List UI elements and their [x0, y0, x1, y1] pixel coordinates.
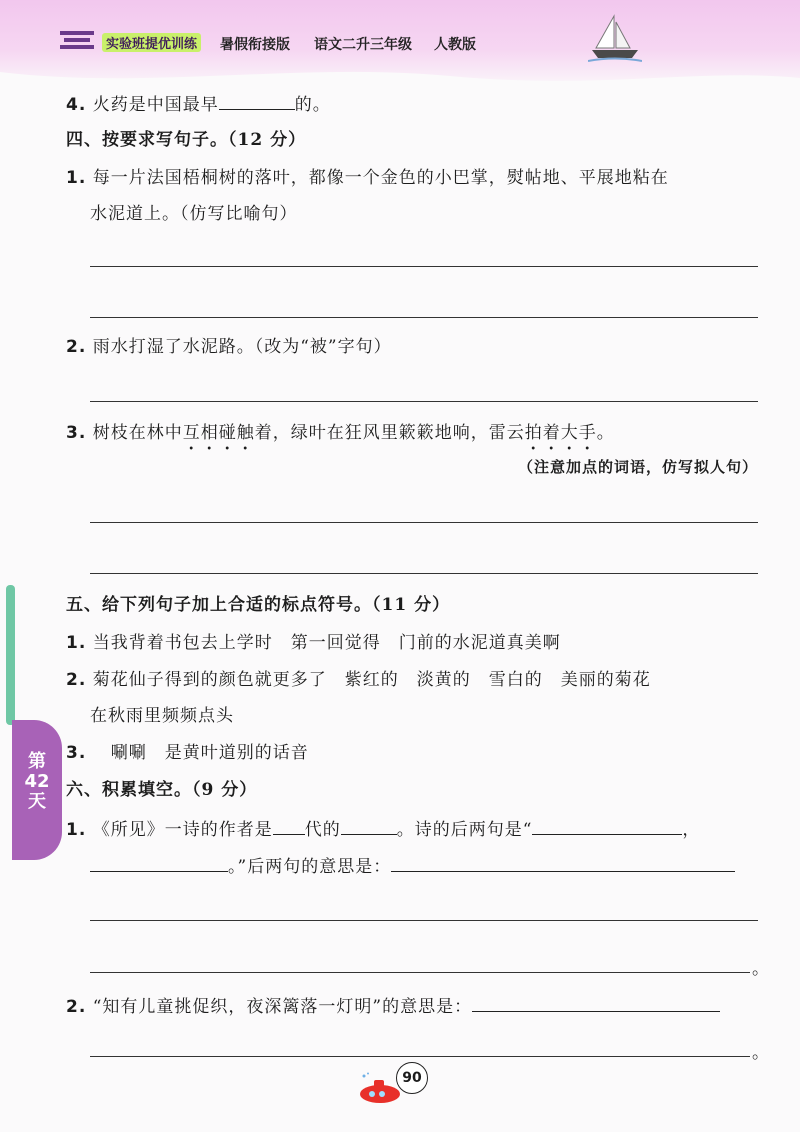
s4-q2 [66, 332, 392, 357]
question-number: 3. [66, 743, 87, 763]
question-text: ， [682, 820, 701, 840]
answer-blank[interactable] [472, 993, 720, 1012]
s6-q2 [66, 992, 720, 1017]
answer-blank[interactable] [532, 816, 682, 835]
s4-q3 [66, 418, 615, 443]
logo-icon [58, 28, 98, 50]
answer-line[interactable] [90, 1056, 750, 1057]
question-text-end: 的。 [294, 95, 331, 115]
answer-line[interactable] [90, 972, 750, 973]
side-green-bar [6, 585, 15, 725]
dotted-char: 拍 [524, 423, 543, 443]
edition-label: 人教版 [434, 37, 476, 53]
s4-q1-line2: 水泥道上。（仿写比喻句） [90, 204, 298, 224]
question-text: 菊花仙子得到的颜色就更多了 紫红的 淡黄的 雪白的 美丽的菊花 [92, 670, 651, 690]
dotted-char: 手 [578, 423, 597, 443]
answer-line[interactable] [90, 573, 758, 574]
book-title: 暑假衔接版 [220, 37, 290, 53]
question-number: 2. [66, 670, 87, 690]
dotted-char: 相 [200, 423, 219, 443]
question-text: 着，绿叶在狂风里簌簌地响，雷云 [254, 423, 525, 443]
question-number: 2. [66, 997, 87, 1017]
answer-blank[interactable] [219, 91, 295, 110]
answer-blank[interactable] [273, 816, 305, 835]
s6-q1-line2 [90, 852, 735, 877]
question-number: 1. [66, 633, 87, 653]
s5-q2-line2: 在秋雨里频频点头 [90, 706, 234, 726]
series-name: 实验班提优训练 [102, 33, 201, 52]
question-text: 代的 [304, 820, 341, 840]
question-text: 雨水打湿了水泥路。（改为“被”字句） [92, 337, 392, 357]
section-5-heading: 五、给下列句子加上合适的标点符号。（11 分） [66, 595, 451, 615]
sailboat-icon [588, 14, 642, 64]
question-text: 《所见》一诗的作者是 [92, 820, 273, 840]
q4-fill-line [66, 90, 331, 115]
dotted-char: 着 [542, 423, 561, 443]
question-number: 1. [66, 820, 87, 840]
question-text: 。”后两句的意思是： [228, 857, 392, 877]
answer-blank[interactable] [90, 853, 228, 872]
question-text: 火药是中国最早 [92, 95, 219, 115]
s5-q1 [66, 628, 561, 653]
dotted-char: 触 [236, 423, 255, 443]
subject-grade: 语文二升三年级 [314, 37, 412, 53]
period-mark: 。 [752, 1043, 770, 1063]
section-4-heading: 四、按要求写句子。（12 分） [66, 130, 307, 150]
header-wave [0, 62, 800, 92]
question-number: 1. [66, 168, 87, 188]
question-text: 唰唰 是黄叶道别的话音 [92, 743, 309, 763]
s5-q3 [66, 738, 309, 763]
day-tab [12, 720, 62, 860]
question-text-end: 。 [596, 423, 615, 443]
section-6-heading: 六、积累填空。（9 分） [66, 780, 258, 800]
answer-blank[interactable] [341, 816, 397, 835]
answer-line[interactable] [90, 401, 758, 402]
answer-line[interactable] [90, 317, 758, 318]
question-text: 树枝在林中 [92, 423, 183, 443]
page-header [0, 0, 800, 90]
answer-line[interactable] [90, 266, 758, 267]
s4-q1-line1 [66, 163, 669, 188]
s6-q1-line1 [66, 815, 700, 840]
answer-line[interactable] [90, 522, 758, 523]
dotted-char: 碰 [218, 423, 237, 443]
answer-line[interactable] [90, 920, 758, 921]
day-tab-label: 第42天 [24, 751, 50, 812]
page-number: 90 [396, 1062, 428, 1094]
period-mark: 。 [752, 959, 770, 979]
question-number: 2. [66, 337, 87, 357]
question-text: 每一片法国梧桐树的落叶，都像一个金色的小巴掌，熨帖地、平展地粘在 [92, 168, 669, 188]
instruction-note: （注意加点的词语，仿写拟人句） [517, 458, 758, 476]
dotted-char: 互 [182, 423, 201, 443]
question-text: 。诗的后两句是“ [396, 820, 533, 840]
dotted-char: 大 [560, 423, 579, 443]
answer-blank[interactable] [391, 853, 735, 872]
question-text: 当我背着书包去上学时 第一回觉得 门前的水泥道真美啊 [92, 633, 561, 653]
question-text: “知有儿童挑促织，夜深篱落一灯明”的意思是： [92, 997, 473, 1017]
question-number: 3. [66, 423, 87, 443]
s5-q2-line1 [66, 665, 651, 690]
question-number: 4. [66, 95, 87, 115]
